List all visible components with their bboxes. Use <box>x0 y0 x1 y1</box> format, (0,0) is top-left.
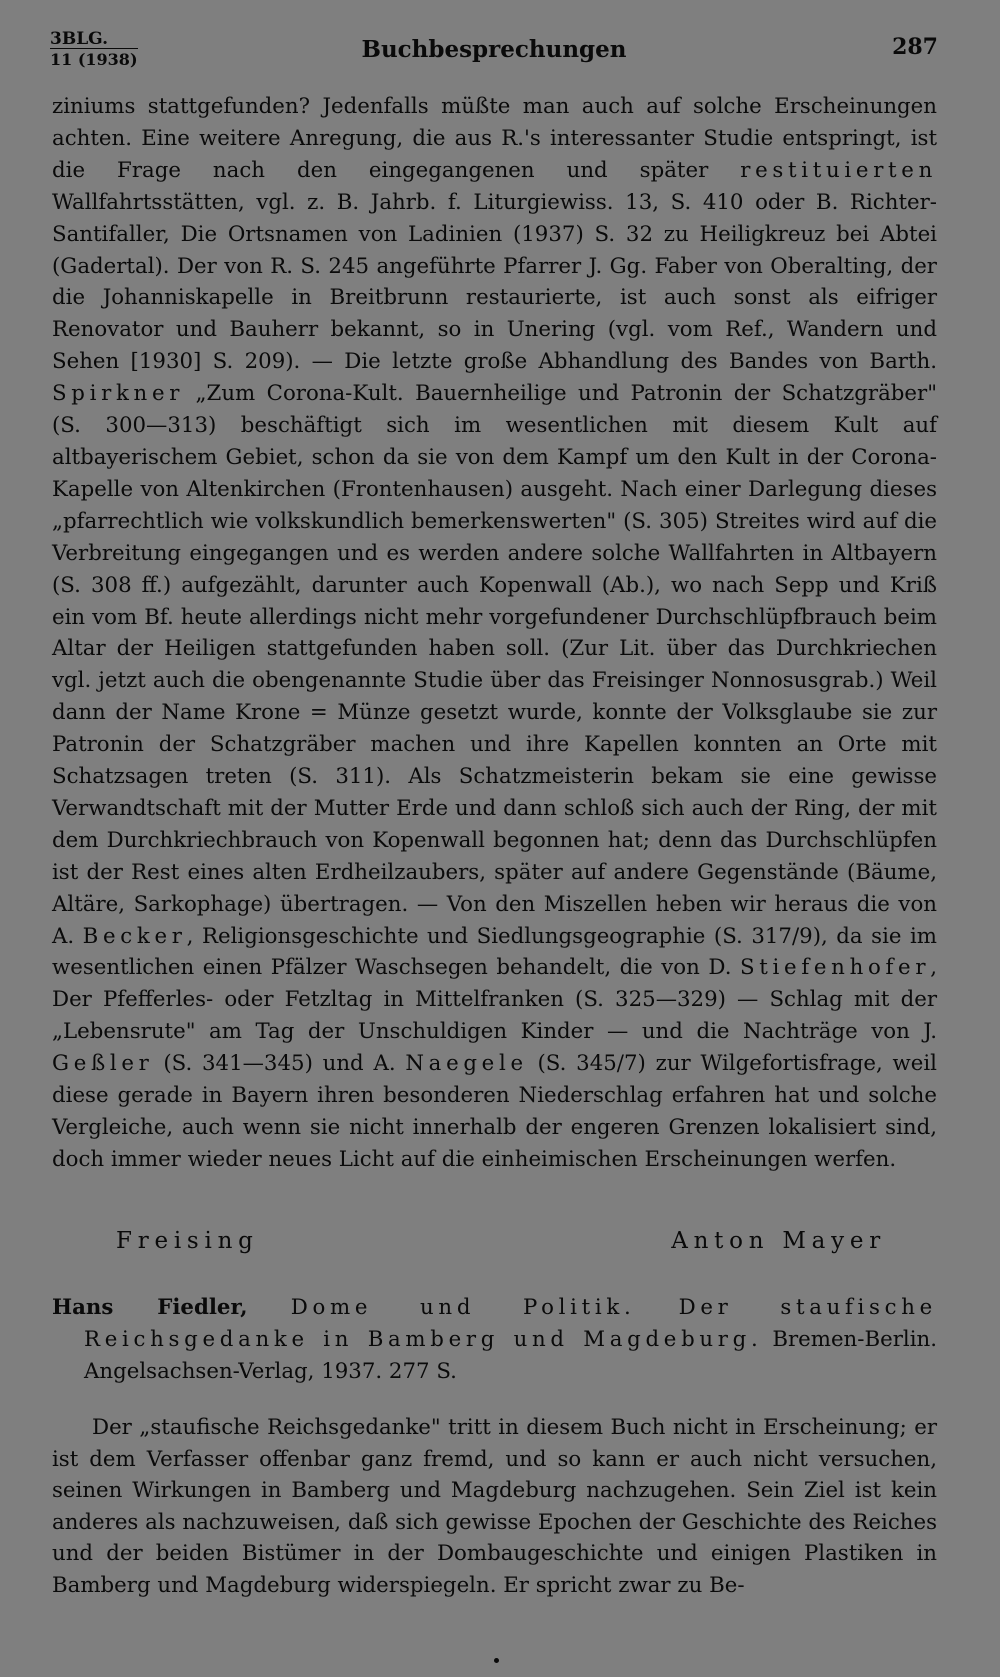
author-name-spaced: Naegele <box>405 1051 528 1077</box>
body-text-segment: (S. 341—345) und A. <box>153 1051 406 1077</box>
signature-name: Anton Mayer <box>671 1228 886 1254</box>
scan-speck <box>494 1658 499 1663</box>
previous-review-continuation <box>52 91 937 1176</box>
journal-volume: 11 (1938) <box>50 50 138 69</box>
author-name-spaced: Becker <box>82 923 187 949</box>
page-number: 287 <box>892 34 938 60</box>
review-book-title: Dome und Politik. <box>290 1295 636 1320</box>
emphasized-term: restituierten <box>740 157 937 183</box>
body-paragraph <box>52 91 937 1176</box>
review-body-paragraph: Der „staufische Reichsgedanke" tritt in diesem Buch nicht in Erscheinung; er ist dem Verfasser offenbar ganz fremd, und so kann er auch nicht versuchen, seinen Wirkungen in Bamberg und Magdeburg nachzugehen. Sein Ziel ist kein anderes als nachzuweisen, daß sich gewisse Epochen der Geschichte des Reiches und der beiden Bistümer in der Dombaugeschichte und einigen Plastiken in Bamberg und Magdeburg widerspiegeln. Er spricht zwar zu Be- <box>52 1415 937 1598</box>
author-name-spaced: Geßler <box>52 1051 154 1077</box>
body-text-segment: „Zum Corona-Kult. Bauernheilige und Patronin der Schatzgräber" (S. 300—313) beschäftigt sich im wesentlichen mit diesem Kult auf altbayerischem Gebiet, schon da sie von dem Kampf um den Kult in der Corona-Kapelle von Altenkirchen (Frontenhausen) ausgeht. Nach einer Darlegung dieses „pfarrechtlich wie volkskundlich bemerkenswerten" (S. 305) Streites wird auf die Verbreitung eingegangen und es werden andere solche Wallfahrten in Altbayern (S. 308 ff.) aufgezählt, darunter auch Kopenwall (Ab.), wo nach Sepp und Kriß ein vom Bf. heute allerdings nicht mehr vorgefundener Durchschlüpfbrauch beim Altar der Heiligen stattgefunden haben soll. (Zur Lit. über das Durchkriechen vgl. jetzt auch die obengenannte Studie über das Freisinger Nonnosusgrab.) Weil dann der Name Krone = Münze gesetzt wurde, konnte der Volksglaube sie zur Patronin der Schatzgräber machen und ihre Kapellen konnten an Orte mit Schatzsagen treten (S. 311). Als Schatzmeisterin bekam sie eine gewisse Verwandtschaft mit der Mutter Erde und dann schloß sich auch der Ring, der mit dem Durchkriechbrauch von Kopenwall begonnen hat; denn das Durchschlüpfen ist der Rest eines alten Erdheilzaubers, später auf andere Gegenstände (Bäume, Altäre, Sarkophage) übertragen. — Von den Miszellen heben wir heraus die von A. <box>52 381 937 949</box>
signature-place: Freising <box>116 1228 259 1254</box>
review-bibliographic-entry <box>52 1292 937 1388</box>
body-text-segment: , Der Pfefferles- oder Fetzltag in Mittelfranken (S. 325—329) — Schlag mit der „Lebensrute" am Tag der Unschuldigen Kinder — und die Nachträge von J. <box>52 955 937 1045</box>
body-text-segment: (S. 345/7) zur Wilgefortisfrage, weil diese gerade in Bayern ihren besonderen Niederschlag erfahren hat und solche Vergleiche, auch wenn sie nicht innerhalb der engeren Grenzen lokalisiert sind, doch immer wieder neues Licht auf die einheimischen Erscheinungen werfen. <box>52 1051 937 1172</box>
author-name-spaced: Stiefenhofer <box>740 955 931 981</box>
body-text-segment: , Religionsgeschichte und Siedlungsgeographie (S. 317/9), da sie im wesentlichen einen Pfälzer Waschsegen behandelt, die von D. <box>52 923 937 981</box>
journal-abbreviation: 3BLG. <box>50 29 108 49</box>
body-text-segment: Wallfahrtsstätten, vgl. z. B. Jahrb. f. Liturgiewiss. 13, S. 410 oder B. Richter-Santifaller, Die Ortsnamen von Ladinien (1937) S. 32 zu Heiligkreuz bei Abtei (Gadertal). Der von R. S. 245 angeführte Pfarrer J. Gg. Faber von Oberalting, der die Johanniskapelle in Breitbrunn restaurierte, ist auch sonst als eifriger Renovator und Bauherr bekannt, so in Unering (vgl. vom Ref., Wandern und Sehen [1930] S. 209). — Die letzte große Abhandlung des Bandes von Barth. <box>52 189 937 375</box>
body-text-segment: ziniums stattgefunden? Jedenfalls müßte man auch auf solche Erscheinungen achten. Eine weitere Anregung, die aus R.'s interessanter Studie entspringt, ist die Frage nach den eingegangenen und später <box>52 94 937 183</box>
review-book-publication: Bremen-Berlin. Angelsachsen-Verlag, 1937. 277 S. <box>84 1327 937 1384</box>
author-name-spaced: Spirkner <box>52 381 185 407</box>
running-head <box>50 30 938 70</box>
review-book-subtitle: Der staufische Reichsgedanke in Bamberg und Magdeburg. <box>84 1295 937 1352</box>
section-title: Buchbesprechungen <box>361 36 627 63</box>
review-book-author: Hans Fiedler, <box>52 1295 248 1320</box>
